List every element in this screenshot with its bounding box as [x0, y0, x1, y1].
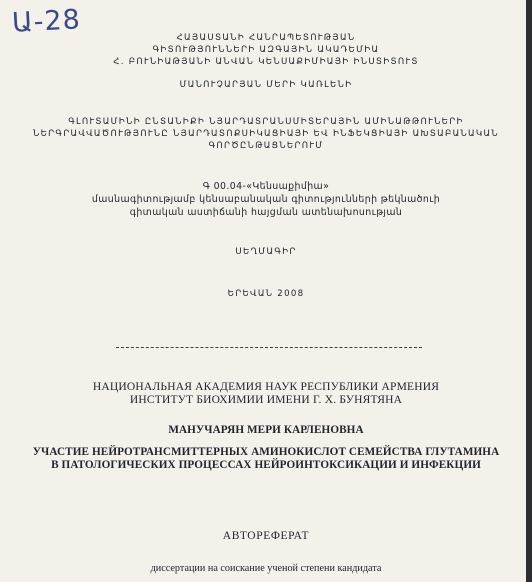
- russian-institution-line-1: НАЦИОНАЛЬНАЯ АКАДЕМИЯ НАУК РЕСПУБЛИКИ АРМЕНИЯ: [92, 381, 440, 393]
- armenian-specialty-line-2: մասնագիտությամբ կենսաբանական գիտությունների թեկնածուի: [91, 194, 441, 205]
- armenian-title-line-2: ՆԵՐԳՐԱՎՎԱԾՈՒԹՅՈՒՆԸ ՆՅԱՐԴԱՏՈՔՍԻԿԱՑԻԱՅԻ ԵՎ ԻՆՖԵԿՑԻԱՅԻ ԱԽՏԱԲԱՆԱԿԱՆ: [33, 129, 499, 139]
- armenian-city-year: ԵՐԵՎԱՆ 2008: [227, 289, 305, 299]
- armenian-title-line-1: ԳԼՈՒՏԱՄԻՆԻ ԸՆՏԱՆԻՔԻ ՆՅԱՐԴԱՏՐԱՆՍՄԻՏԵՐԱՅԻՆ ԱՄԻՆԱԹԹՈՒՆԵՐԻ: [68, 117, 464, 127]
- russian-title-line-2: В ПАТОЛОГИЧЕСКИХ ПРОЦЕССАХ НЕЙРОИНТОКСИКАЦИИ И ИНФЕКЦИИ: [51, 459, 481, 471]
- armenian-institution-line-2: ԳԻՏՈՒԹՅՈՒՆՆԵՐԻ ԱԶԳԱՅԻՆ ԱԿԱԴԵՄԻԱ: [152, 45, 380, 55]
- handwritten-catalog-note: Ա-28: [11, 4, 82, 39]
- russian-institution-line-2: ИНСТИТУТ БИОХИМИИ ИМЕНИ Г. Х. БУНЯТЯНА: [129, 394, 403, 406]
- armenian-title-line-3: ԳՈՐԾԸՆԹԱՑՆԵՐՈՒՄ: [208, 141, 324, 151]
- armenian-specialty-line-3: գիտական աստիճանի հայցման ատենախոսության: [129, 207, 403, 218]
- russian-doc-type: АВТОРЕФЕРАТ: [222, 530, 310, 542]
- russian-author: МАНУЧАРЯН МЕРИ КАРЛЕНОВНА: [168, 424, 364, 436]
- russian-degree-line: диссертации на соискание ученой степени кандидата: [150, 563, 382, 574]
- armenian-author: ՄԱՆՈՒՉԱՐՅԱՆ ՄԵՐԻ ԿԱՌԼԵՆԻ: [179, 80, 353, 90]
- binding-edge: [526, 0, 532, 582]
- section-divider: [116, 347, 422, 348]
- armenian-specialty-code: Գ 00.04-«Կենսաքիմիա»: [202, 181, 330, 192]
- armenian-institution-line-3: Հ. ԲՈՒՆԻԱԹՅԱՆԻ ԱՆՎԱՆ ԿԵՆՍԱՔԻՄԻԱՅԻ ԻՆՍՏԻՏՈՒՏ: [113, 57, 419, 67]
- russian-title-line-1: УЧАСТИЕ НЕЙРОТРАНСМИТТЕРНЫХ АМИНОКИСЛОТ СЕМЕЙСТВА ГЛУТАМИНА: [32, 446, 500, 458]
- armenian-doc-type: ՍԵՂՄԱԳԻՐ: [235, 247, 297, 257]
- armenian-institution-line-1: ՀԱՅԱՍՏԱՆԻ ՀԱՆՐԱՊԵՏՈՒԹՅԱՆ: [176, 33, 356, 43]
